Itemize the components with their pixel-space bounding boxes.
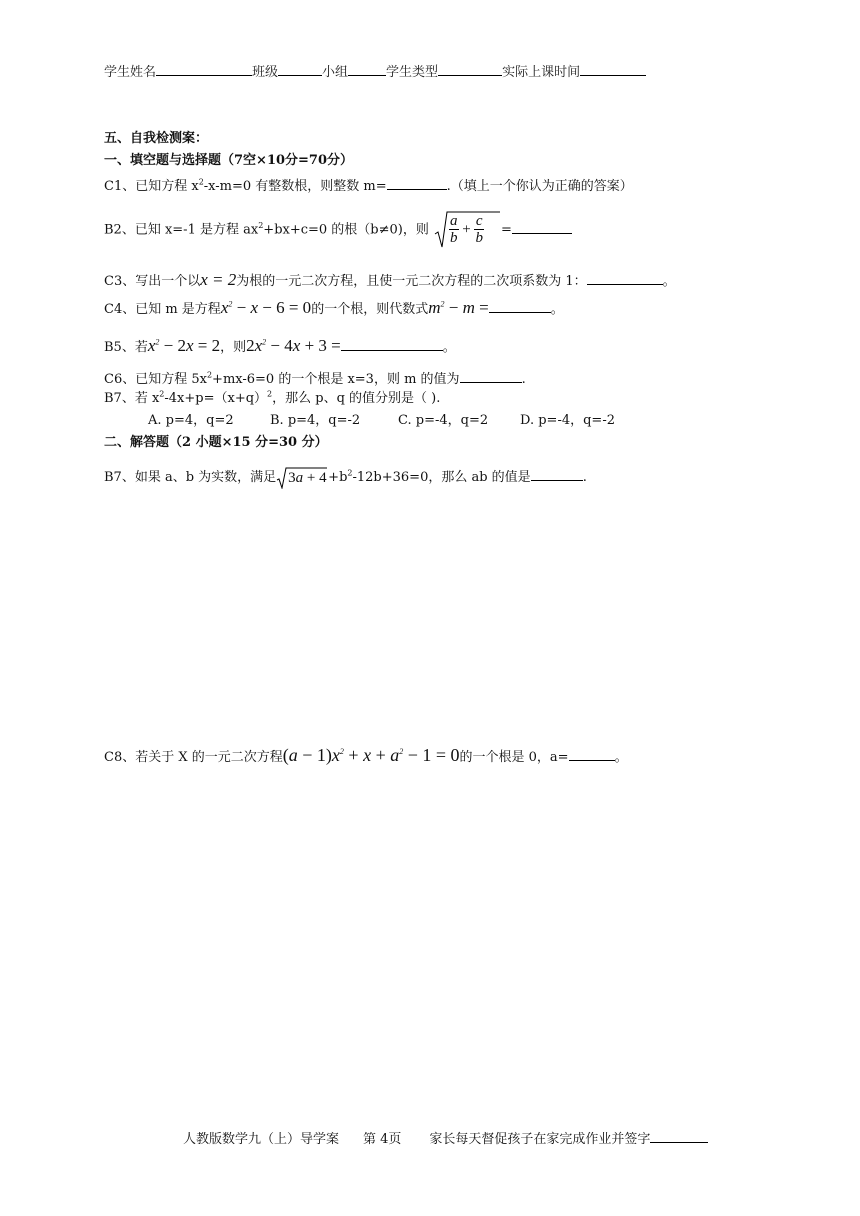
book-title: 人教版数学九（上）导学案 xyxy=(183,1132,340,1147)
answer-blank[interactable] xyxy=(569,747,615,761)
option-c[interactable]: C. p=-4，q=2 xyxy=(398,413,489,428)
question-b5: B5、若$x^2 - 2x = 2$，则$2x^2 - 4x + 3$ = 。 xyxy=(104,336,456,355)
type-blank[interactable] xyxy=(438,62,502,76)
parent-note: 家长每天督促孩子在家完成作业并签字 xyxy=(429,1132,651,1147)
b7-options xyxy=(148,412,615,430)
question-b7: B7、若 $x^2-4x+p=(x+q)^2$，那么 p、q 的值分别是（ ). xyxy=(104,389,441,406)
option-b[interactable]: B. p=4，q=-2 xyxy=(270,413,361,428)
answer-blank[interactable] xyxy=(489,299,551,313)
part1-title: 一、填空题与选择题（7空×10分=70分） xyxy=(104,153,354,168)
question-c1: C1、已知方程 $x^2-x-m=0$ 有整数根，则整数 m= .（填上一个你认为正确的答案） xyxy=(104,177,633,194)
class-blank[interactable] xyxy=(278,62,322,76)
time-label: 实际上课时间 xyxy=(502,65,581,80)
question-c3: C3、写出一个以x = 2为根的一元二次方程，且使一元二次方程的二次项系数为 1： 。 xyxy=(104,270,676,289)
option-d[interactable]: D. p=-4，q=-2 xyxy=(520,413,615,428)
question-c8: C8、若关于 X 的一元二次方程$(a - 1)x^2 + x + a^2 - 1 = 0$的一个根是 0，a= 。 xyxy=(104,745,628,765)
question-c6: C6、已知方程 $5x^2+mx-6=0$ 的一个根是 x=3，则 m 的值为 . xyxy=(104,370,526,387)
section-title: 五、自我检测案： xyxy=(104,131,209,146)
group-label: 小组 xyxy=(322,65,349,80)
page-footer xyxy=(183,1128,708,1147)
page-number: 第 4页 xyxy=(363,1132,402,1147)
answer-blank[interactable] xyxy=(387,176,447,190)
class-label: 班级 xyxy=(252,65,279,80)
name-blank[interactable] xyxy=(156,62,252,76)
time-blank[interactable] xyxy=(580,62,646,76)
question-b7-sqrt: B7、如果 a、b 为实数，满足 3a + 4 $+b^2-12b+36=0$，那么 ab 的值是 . xyxy=(104,466,587,490)
answer-blank[interactable] xyxy=(460,369,522,383)
answer-blank[interactable] xyxy=(531,467,583,481)
signature-blank[interactable] xyxy=(650,1129,708,1143)
answer-blank[interactable] xyxy=(587,271,663,285)
group-blank[interactable] xyxy=(348,62,386,76)
option-a[interactable]: A. p=4，q=2 xyxy=(148,413,234,428)
student-info-header xyxy=(104,62,646,82)
question-b2: B2、已知 x=-1 是方程 $ax^2+bx+c=0$ 的根（b≠0)，则 $\frac{a}{b}$ + $\frac{c}{b}$ = xyxy=(104,210,572,250)
question-c4: C4、已知 m 是方程$x^2 - x - 6 = 0$的一个根，则代数式$m^2 - m$ = 。 xyxy=(104,298,564,317)
type-label: 学生类型 xyxy=(386,65,439,80)
answer-blank[interactable] xyxy=(512,220,572,234)
sqrt-expression: $\frac{a}{b}$ + $\frac{c}{b}$ xyxy=(433,210,501,250)
sqrt-expression: 3a + 4 xyxy=(276,467,328,489)
answer-blank[interactable] xyxy=(341,337,443,351)
name-label: 学生姓名 xyxy=(104,65,157,80)
part2-title: 二、解答题（2 小题×15 分=30 分） xyxy=(104,435,328,450)
